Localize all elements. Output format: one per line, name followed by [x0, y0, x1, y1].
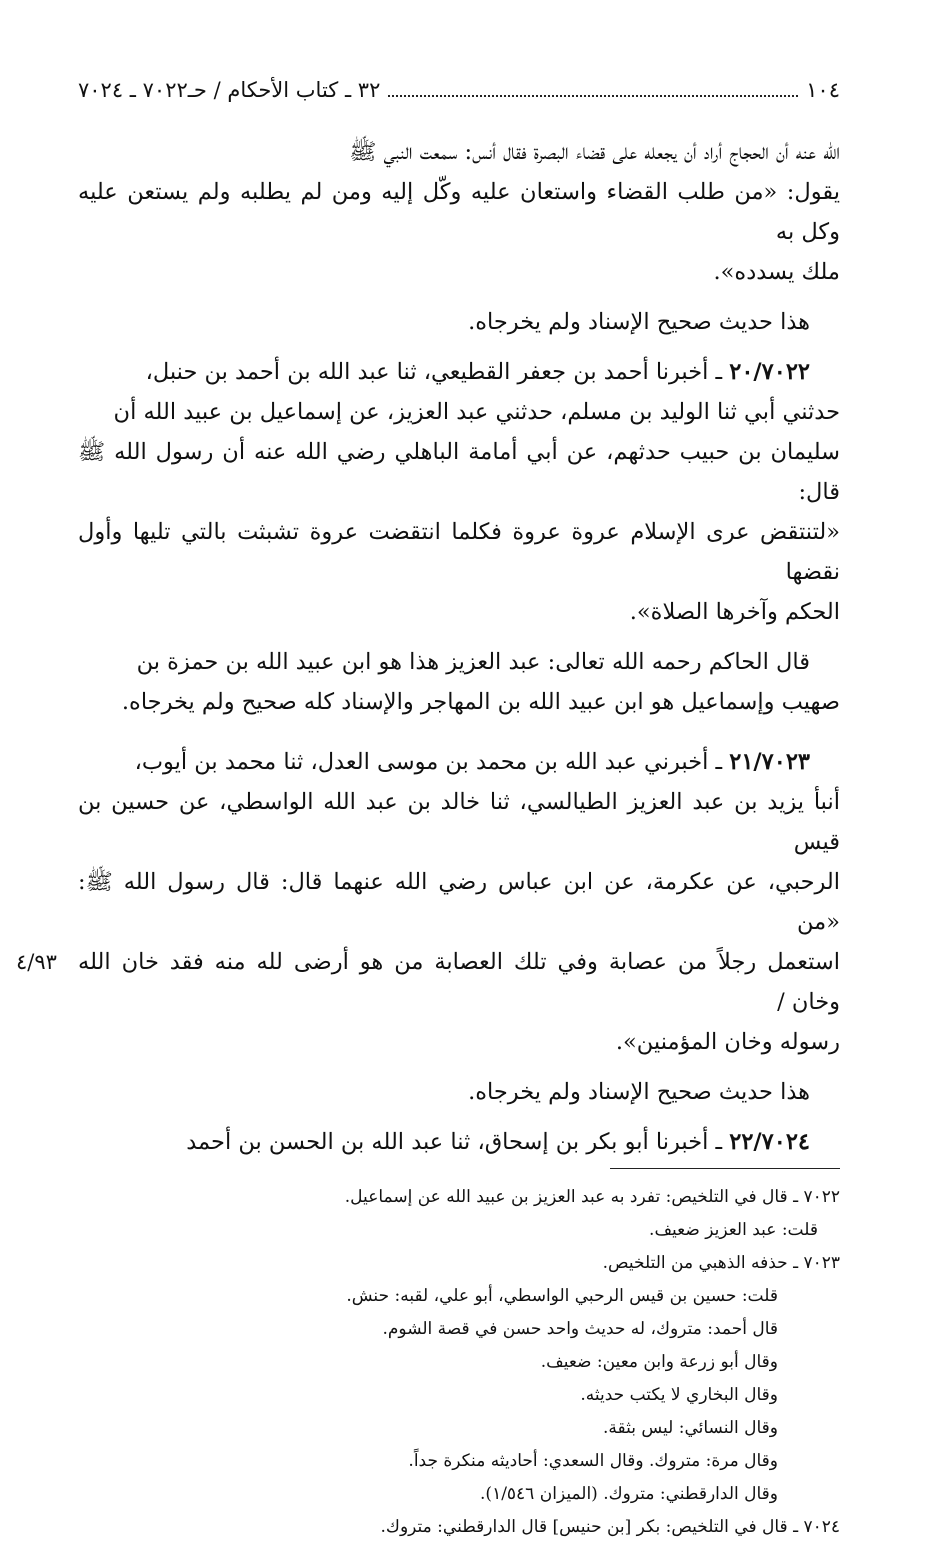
text-line: يقول: «من طلب القضاء واستعان عليه وكّل إليه ومن لم يطلبه ولم يستعن عليه وكل به [78, 179, 840, 245]
header-dot-leader [388, 94, 798, 97]
grading-statement: هذا حديث صحيح الإسناد ولم يخرجاه. [468, 1079, 810, 1105]
text-line: ملك يسدده». [713, 259, 840, 285]
text-span: ـ أخبرني عبد الله بن محمد بن موسى العدل، ثنا محمد بن أيوب، [134, 749, 730, 775]
text-line: أنبأ يزيد بن عبد العزيز الطيالسي، ثنا خالد بن عبد الله الواسطي، عن حسين بن قيس [78, 789, 840, 855]
running-title: ٣٢ ـ كتاب الأحكام / حـ٧٠٢٢ ـ ٧٠٢٤ [78, 78, 381, 102]
footnote-line: قلت: عبد العزيز ضعيف. [649, 1220, 818, 1240]
book-page [16, 78, 840, 1544]
text-span: ـ أخبرنا أحمد بن جعفر القطيعي، ثنا عبد الله بن أحمد بن حنبل، [145, 359, 730, 385]
text-line: «لتنتقض عرى الإسلام عروة عروة فكلما انتقضت عروة تشبثت بالتي تليها وأول نقضها [78, 519, 840, 585]
margin-page-reference: ٤/٩٣ [16, 950, 57, 974]
text-span: استعمل رجلاً من عصابة وفي تلك العصابة من هو أرضى لله منه فقد خان الله وخان / [78, 949, 840, 1015]
footnote-line: وقال مرة: متروك. وقال السعدي: أحاديثه منكرة جداً. [408, 1451, 778, 1471]
page-header [78, 78, 840, 110]
text-line [16, 942, 840, 1022]
text-line: حدثني أبي ثنا الوليد بن مسلم، حدثني عبد العزيز، عن إسماعيل بن عبيد الله أن [113, 399, 840, 425]
footnote-line: وقال أبو زرعة وابن معين: ضعيف. [540, 1352, 778, 1372]
footnote-line: وقال البخاري لا يكتب حديثه. [580, 1385, 778, 1405]
footnote-line: ٧٠٢٤ ـ قال في التلخيص: بكر [بن حنيس] قال الدارقطني: متروك. [380, 1517, 840, 1537]
page-number: ١٠٤ [806, 78, 840, 102]
hakim-comment: قال الحاكم رحمه الله تعالى: عبد العزيز هذا هو ابن عبيد الله بن حمزة بن [136, 649, 810, 675]
text-line: رسوله وخان المؤمنين». [615, 1029, 840, 1055]
hadith-number: ٢٢/٧٠٢٤ [729, 1129, 810, 1155]
text-line: صهيب وإسماعيل هو ابن عبيد الله بن المهاجر والإسناد كله صحيح ولم يخرجاه. [121, 689, 840, 715]
footnote-line: وقال الدارقطني: متروك. (الميزان ١/٥٤٦). [480, 1484, 778, 1504]
hadith-7022-first-line [78, 352, 840, 392]
main-text [16, 132, 840, 1162]
text-line: الحكم وآخرها الصلاة». [629, 599, 840, 625]
grading-statement: هذا حديث صحيح الإسناد ولم يخرجاه. [468, 309, 810, 335]
footnote-line: ٧٠٢٢ ـ قال في التلخيص: تفرد به عبد العزيز بن عبيد الله عن إسماعيل. [344, 1187, 840, 1207]
footnote-line: قلت: حسين بن قيس الرحبي الواسطي، أبو علي، لقبه: حنش. [346, 1286, 778, 1306]
footnote-line: وقال النسائي: ليس بثقة. [602, 1418, 778, 1438]
hadith-7023-first-line [78, 742, 840, 782]
hadith-number: ٢١/٧٠٢٣ [729, 749, 810, 775]
footnote-separator [610, 1168, 840, 1169]
hadith-7024-first-line [78, 1122, 840, 1162]
footnotes [78, 1181, 840, 1544]
text-line: الله عنه أن الحجاج أراد أن يجعله على قضاء البصرة فقال أنس: سمعت النبي ﷺ [349, 139, 840, 165]
hadith-number: ٢٠/٧٠٢٢ [729, 359, 810, 385]
footnote-line: قال أحمد: متروك، له حديث واحد حسن في قصة الشوم. [382, 1319, 778, 1339]
text-line: الرحبي، عن عكرمة، عن ابن عباس رضي الله عنهما قال: قال رسول الله ﷺ: «من [78, 869, 840, 935]
text-span: ـ أخبرنا أبو بكر بن إسحاق، ثنا عبد الله بن الحسن بن أحمد [186, 1129, 730, 1155]
footnote-line: ٧٠٢٣ ـ حذفه الذهبي من التلخيص. [602, 1253, 840, 1273]
text-line: سليمان بن حبيب حدثهم، عن أبي أمامة الباهلي رضي الله عنه أن رسول الله ﷺ قال: [78, 439, 840, 505]
